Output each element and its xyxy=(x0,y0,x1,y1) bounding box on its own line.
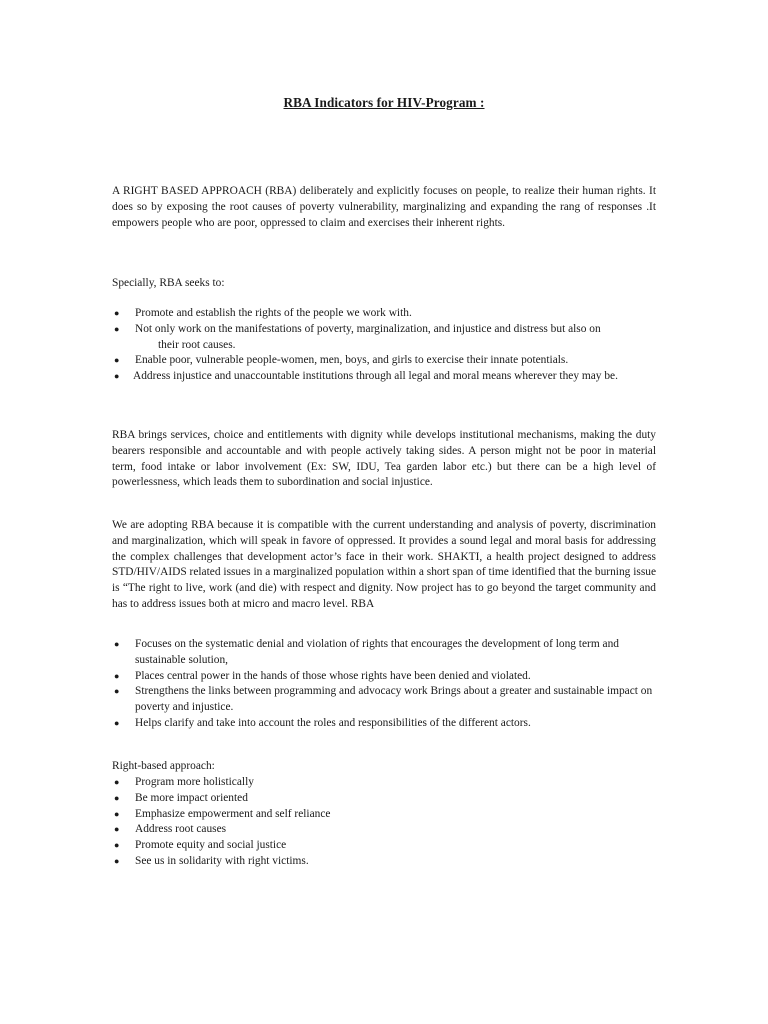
adopting-paragraph xyxy=(112,518,656,613)
bullet-icon: ● xyxy=(114,323,120,334)
bullet-icon: ● xyxy=(114,686,120,697)
approach-heading xyxy=(112,759,656,775)
bullet-icon: ● xyxy=(114,371,120,382)
bullet-icon: ● xyxy=(114,308,120,318)
list-item-continuation: their root causes. xyxy=(158,338,236,351)
list-item-text: Promote and establish the rights of the people we work with. xyxy=(135,307,412,319)
list-item xyxy=(112,322,656,354)
bullet-icon: ● xyxy=(114,639,120,649)
bullet-icon: ● xyxy=(114,355,120,366)
brings-paragraph-text: RBA brings services, choice and entitlements with dignity while develops institutional mechanisms, making the duty bearers responsible and accountable and with people actively taking sides. A person might not be poor in material term, food intake or labor involvement (Ex: SW, IDU, Tea garden labor etc.) but there can be a high level of powerlessness, which leads them to subordination and social injustice. xyxy=(112,429,656,489)
list-item xyxy=(112,854,656,870)
list-item xyxy=(112,838,656,854)
list-item-text: Emphasize empowerment and self reliance xyxy=(135,807,331,820)
brings-paragraph xyxy=(112,428,656,491)
bullet-icon: ● xyxy=(114,824,120,835)
specially-heading-text: Specially, RBA seeks to: xyxy=(112,277,225,289)
list-item xyxy=(112,669,656,685)
list-item xyxy=(112,306,656,322)
list-item-text: Address injustice and unaccountable institutions through all legal and moral means wherever they may be. xyxy=(133,370,618,383)
list-item xyxy=(112,807,656,823)
bullet-icon: ● xyxy=(114,792,120,803)
seeks-to-list xyxy=(112,306,656,385)
bullet-icon: ● xyxy=(114,777,120,787)
intro-paragraph-text: A RIGHT BASED APPROACH (RBA) deliberately and explicitly focuses on people, to realize their human rights. It does so by exposing the root causes of poverty vulnerability, marginalizing and expanding the rang of responses .It empowers people who are poor, oppressed to claim and exercises their inherent rights. xyxy=(112,185,656,229)
list-item xyxy=(112,684,656,716)
bullet-icon: ● xyxy=(114,855,120,866)
intro-paragraph xyxy=(112,184,656,231)
list-item xyxy=(112,822,656,838)
adopting-paragraph-text: We are adopting RBA because it is compatible with the current understanding and analysis of poverty, discrimination and marginalization, which will speak in favore of oppressed. It provides a sound legal and moral basis for addressing the complex challenges that development actor’s face in their work. SHAKTI, a health project designed to address STD/HIV/AIDS related issues in a marginalized population within a short span of time identified that the burning issue is “The right to live, work (and die) with respect and dignity. Now project has to go beyond the target community and has to address issues both at micro and macro level. RBA xyxy=(112,519,656,610)
list-item-text: Helps clarify and take into account the roles and responsibilities of the different actors. xyxy=(135,716,531,729)
list-item-text: Program more holistically xyxy=(135,776,254,788)
list-item-text: Not only work on the manifestations of poverty, marginalization, and injustice and distress but also on xyxy=(135,322,601,335)
list-item-text: Address root causes xyxy=(135,823,227,836)
approach-points-list xyxy=(112,775,656,870)
bullet-icon: ● xyxy=(114,717,120,728)
document-title: RBA Indicators for HIV-Program : xyxy=(283,95,485,110)
list-item xyxy=(112,637,656,669)
list-item xyxy=(112,716,656,732)
bullet-icon: ● xyxy=(114,670,120,681)
list-item-text: Strengthens the links between programming and advocacy work Brings about a greater and sustainable impact on poverty and injustice. xyxy=(135,685,653,714)
list-item xyxy=(112,353,656,369)
bullet-icon: ● xyxy=(114,840,120,851)
specially-heading xyxy=(112,276,656,292)
list-item-text: Be more impact oriented xyxy=(135,791,248,804)
list-item xyxy=(112,369,656,385)
list-item-text: See us in solidarity with right victims. xyxy=(135,854,309,867)
list-item-text: Promote equity and social justice xyxy=(135,839,287,852)
approach-heading-text: Right-based approach: xyxy=(112,760,215,772)
list-item-text: Enable poor, vulnerable people-women, men, boys, and girls to exercise their innate potentials. xyxy=(135,354,569,367)
list-item-text: Places central power in the hands of those whose rights have been denied and violated. xyxy=(135,669,531,682)
list-item xyxy=(112,775,656,791)
bullet-icon: ● xyxy=(114,808,120,819)
list-item xyxy=(112,791,656,807)
rba-points-list xyxy=(112,637,656,732)
list-item-text: Focuses on the systematic denial and violation of rights that encourages the development of long term and sustainable solution, xyxy=(135,638,619,666)
